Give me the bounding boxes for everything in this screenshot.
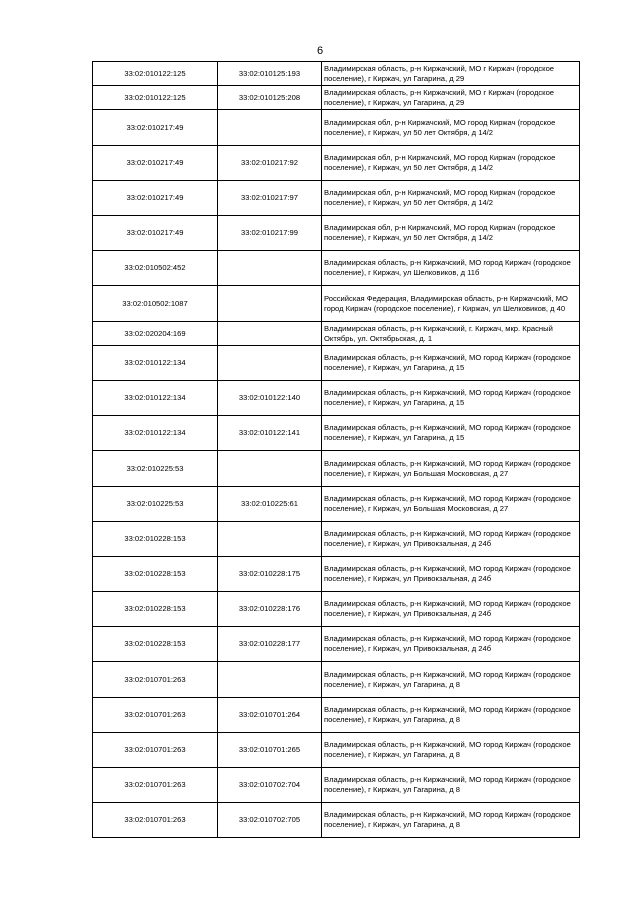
parent-cadastral-number: 33:02:010217:49 [93, 216, 218, 251]
table-row [93, 487, 580, 522]
address-cell: Владимирская область, р-н Киржачский, г. Киржач, мкр. Красный Октябрь, ул. Октябрьская, д. 1 [322, 322, 580, 346]
table-body [93, 62, 580, 838]
address-cell: Владимирская область, р-н Киржачский, МО город Киржач (городское поселение), г Киржач, ул Гагарина, д 8 [322, 698, 580, 733]
address-cell: Владимирская область, р-н Киржачский, МО город Киржач (городское поселение), г Киржач, ул Гагарина, д 15 [322, 416, 580, 451]
child-cadastral-number [218, 346, 322, 381]
child-cadastral-number: 33:02:010122:141 [218, 416, 322, 451]
table-row [93, 286, 580, 322]
address-cell: Владимирская область, р-н Киржачский, МО г Киржач (городское поселение), г Киржач, ул Гагарина, д 29 [322, 86, 580, 110]
address-cell: Владимирская обл, р-н Киржачский, МО город Киржач (городское поселение), г Киржач, ул 50 лет Октября, д 14/2 [322, 110, 580, 146]
table-row [93, 416, 580, 451]
parent-cadastral-number: 33:02:010122:125 [93, 86, 218, 110]
table-row [93, 522, 580, 557]
table-row [93, 557, 580, 592]
parent-cadastral-number: 33:02:010122:125 [93, 62, 218, 86]
table-row [93, 662, 580, 698]
parent-cadastral-number: 33:02:010228:153 [93, 522, 218, 557]
table-row [93, 86, 580, 110]
cadastral-table [92, 61, 580, 838]
parent-cadastral-number: 33:02:010502:452 [93, 251, 218, 286]
parent-cadastral-number: 33:02:010701:263 [93, 803, 218, 838]
parent-cadastral-number: 33:02:010701:263 [93, 733, 218, 768]
child-cadastral-number [218, 251, 322, 286]
address-cell: Владимирская обл, р-н Киржачский, МО город Киржач (городское поселение), г Киржач, ул 50 лет Октября, д 14/2 [322, 146, 580, 181]
address-cell: Владимирская область, р-н Киржачский, МО город Киржач (городское поселение), г Киржач, ул Гагарина, д 8 [322, 733, 580, 768]
table-row [93, 181, 580, 216]
table-row [93, 62, 580, 86]
table-row [93, 322, 580, 346]
table-row [93, 346, 580, 381]
child-cadastral-number: 33:02:010225:61 [218, 487, 322, 522]
address-cell: Владимирская область, р-н Киржачский, МО г Киржач (городское поселение), г Киржач, ул Гагарина, д 29 [322, 62, 580, 86]
child-cadastral-number: 33:02:010228:175 [218, 557, 322, 592]
table-row [93, 698, 580, 733]
child-cadastral-number: 33:02:010701:264 [218, 698, 322, 733]
parent-cadastral-number: 33:02:010701:263 [93, 768, 218, 803]
address-cell: Владимирская область, р-н Киржачский, МО город Киржач (городское поселение), г Киржач, ул Большая Московская, д 27 [322, 487, 580, 522]
child-cadastral-number: 33:02:010701:265 [218, 733, 322, 768]
parent-cadastral-number: 33:02:010217:49 [93, 110, 218, 146]
child-cadastral-number: 33:02:010217:92 [218, 146, 322, 181]
address-cell: Владимирская область, р-н Киржачский, МО город Киржач (городское поселение), г Киржач, ул Гагарина, д 8 [322, 768, 580, 803]
parent-cadastral-number: 33:02:010225:53 [93, 451, 218, 487]
child-cadastral-number: 33:02:010228:177 [218, 627, 322, 662]
table-row [93, 110, 580, 146]
address-cell: Владимирская область, р-н Киржачский, МО город Киржач (городское поселение), г Киржач, ул Шелковиков, д 11б [322, 251, 580, 286]
parent-cadastral-number: 33:02:010502:1087 [93, 286, 218, 322]
child-cadastral-number: 33:02:010217:97 [218, 181, 322, 216]
address-cell: Владимирская область, р-н Киржачский, МО город Киржач (городское поселение), г Киржач, ул Привокзальная, д 24б [322, 522, 580, 557]
parent-cadastral-number: 33:02:020204:169 [93, 322, 218, 346]
child-cadastral-number [218, 522, 322, 557]
parent-cadastral-number: 33:02:010701:263 [93, 662, 218, 698]
parent-cadastral-number: 33:02:010228:153 [93, 592, 218, 627]
child-cadastral-number: 33:02:010125:193 [218, 62, 322, 86]
parent-cadastral-number: 33:02:010228:153 [93, 627, 218, 662]
address-cell: Владимирская область, р-н Киржачский, МО город Киржач (городское поселение), г Киржач, ул Привокзальная, д 24б [322, 592, 580, 627]
table-row [93, 381, 580, 416]
parent-cadastral-number: 33:02:010217:49 [93, 181, 218, 216]
address-cell: Владимирская область, р-н Киржачский, МО город Киржач (городское поселение), г Киржач, ул Большая Московская, д 27 [322, 451, 580, 487]
table-row [93, 451, 580, 487]
parent-cadastral-number: 33:02:010122:134 [93, 346, 218, 381]
child-cadastral-number: 33:02:010122:140 [218, 381, 322, 416]
table-row [93, 627, 580, 662]
address-cell: Владимирская область, р-н Киржачский, МО город Киржач (городское поселение), г Киржач, ул Гагарина, д 8 [322, 803, 580, 838]
table-row [93, 216, 580, 251]
child-cadastral-number: 33:02:010702:704 [218, 768, 322, 803]
table-row [93, 251, 580, 286]
child-cadastral-number [218, 451, 322, 487]
address-cell: Российская Федерация, Владимирская область, р-н Киржачский, МО город Киржач (городское поселение), г Киржач, ул Шелковиков, д 40 [322, 286, 580, 322]
child-cadastral-number: 33:02:010228:176 [218, 592, 322, 627]
parent-cadastral-number: 33:02:010122:134 [93, 416, 218, 451]
address-cell: Владимирская область, р-н Киржачский, МО город Киржач (городское поселение), г Киржач, ул Гагарина, д 8 [322, 662, 580, 698]
child-cadastral-number: 33:02:010702:705 [218, 803, 322, 838]
child-cadastral-number: 33:02:010125:208 [218, 86, 322, 110]
table-row [93, 768, 580, 803]
address-cell: Владимирская обл, р-н Киржачский, МО город Киржач (городское поселение), г Киржач, ул 50 лет Октября, д 14/2 [322, 181, 580, 216]
address-cell: Владимирская область, р-н Киржачский, МО город Киржач (городское поселение), г Киржач, ул Гагарина, д 15 [322, 381, 580, 416]
child-cadastral-number [218, 662, 322, 698]
table-row [93, 803, 580, 838]
address-cell: Владимирская область, р-н Киржачский, МО город Киржач (городское поселение), г Киржач, ул Привокзальная, д 24б [322, 627, 580, 662]
parent-cadastral-number: 33:02:010217:49 [93, 146, 218, 181]
address-cell: Владимирская область, р-н Киржачский, МО город Киржач (городское поселение), г Киржач, ул Гагарина, д 15 [322, 346, 580, 381]
address-cell: Владимирская обл, р-н Киржачский, МО город Киржач (городское поселение), г Киржач, ул 50 лет Октября, д 14/2 [322, 216, 580, 251]
parent-cadastral-number: 33:02:010701:263 [93, 698, 218, 733]
child-cadastral-number [218, 110, 322, 146]
child-cadastral-number [218, 286, 322, 322]
parent-cadastral-number: 33:02:010225:53 [93, 487, 218, 522]
table-row [93, 592, 580, 627]
table-row [93, 733, 580, 768]
parent-cadastral-number: 33:02:010122:134 [93, 381, 218, 416]
table-row [93, 146, 580, 181]
child-cadastral-number: 33:02:010217:99 [218, 216, 322, 251]
page-number: 6 [316, 45, 324, 57]
address-cell: Владимирская область, р-н Киржачский, МО город Киржач (городское поселение), г Киржач, ул Привокзальная, д 24б [322, 557, 580, 592]
child-cadastral-number [218, 322, 322, 346]
parent-cadastral-number: 33:02:010228:153 [93, 557, 218, 592]
